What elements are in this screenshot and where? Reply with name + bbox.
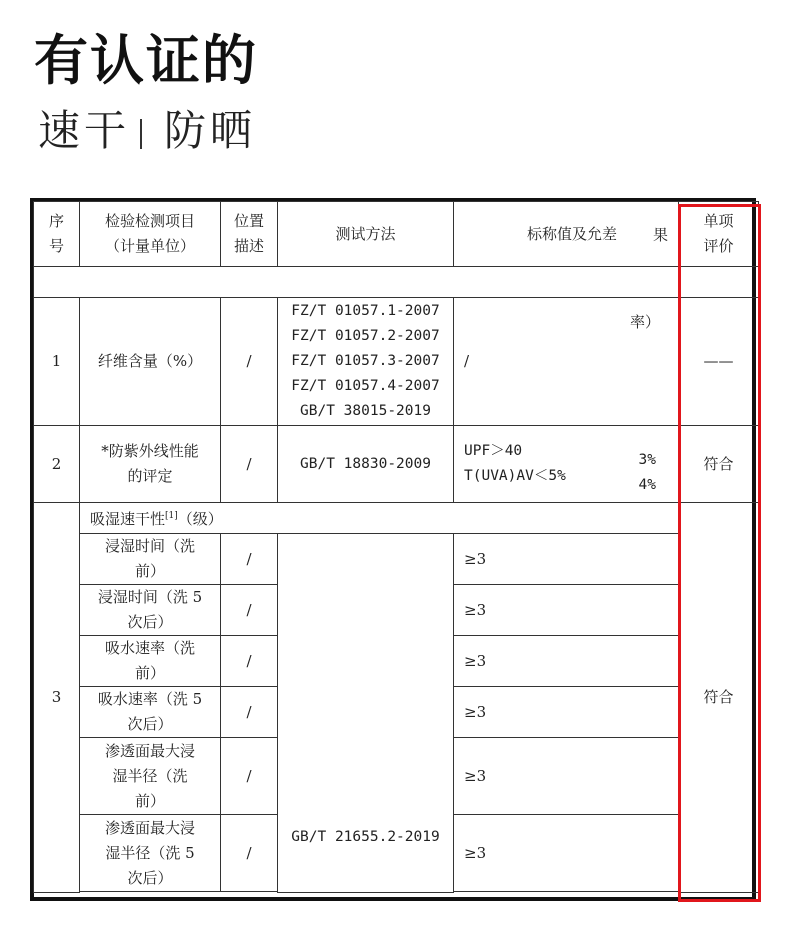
row1-nominal: / 率） bbox=[454, 298, 679, 426]
row1-cut-text: 率） bbox=[629, 313, 660, 331]
sub5-nominal: ≥3 bbox=[454, 738, 679, 815]
sub5-position: / bbox=[221, 738, 278, 815]
sub2-item: 浸湿时间（洗 5 次后） bbox=[80, 585, 221, 636]
sub3-position: / bbox=[221, 636, 278, 687]
row2-seq: 2 bbox=[34, 426, 80, 503]
subtitle-right: 防晒 bbox=[164, 106, 257, 155]
header-method: 测试方法 bbox=[278, 202, 454, 267]
row1-item: 纤维含量（%） bbox=[80, 298, 221, 426]
sub3-nominal: ≥3 bbox=[454, 636, 679, 687]
row2-position: / bbox=[221, 426, 278, 503]
blank-cell bbox=[34, 267, 759, 298]
table-row bbox=[34, 298, 759, 426]
subtitle-divider bbox=[140, 119, 142, 149]
group3-method: GB/T 21655.2-2019 bbox=[278, 534, 454, 893]
sub2-nominal: ≥3 bbox=[454, 585, 679, 636]
eval-column-highlight bbox=[678, 204, 761, 902]
row2-eval: 符合 bbox=[679, 426, 759, 503]
page-subtitle bbox=[38, 106, 256, 156]
row2-nominal: UPF＞40 T(UVA)AV＜5% 3% 4% bbox=[454, 426, 679, 503]
group3-title: 吸湿速干性[1]（级） bbox=[80, 503, 679, 534]
sub1-nominal: ≥3 bbox=[454, 534, 679, 585]
row1-position: / bbox=[221, 298, 278, 426]
table-row bbox=[34, 426, 759, 503]
row2-item: *防紫外线性能 的评定 bbox=[80, 426, 221, 503]
sub3-item: 吸水速率（洗 前） bbox=[80, 636, 221, 687]
sub6-position: / bbox=[221, 815, 278, 892]
sub4-item: 吸水速率（洗 5 次后） bbox=[80, 687, 221, 738]
header-seq: 序 号 bbox=[34, 202, 80, 267]
header-nominal: 标称值及允差 果 bbox=[454, 202, 679, 267]
group3-title-row bbox=[34, 503, 759, 534]
page-title: 有认证的 bbox=[34, 29, 258, 92]
row1-methods: FZ/T 01057.1-2007 FZ/T 01057.2-2007 FZ/T 01057.3-2007 FZ/T 01057.4-2007 GB/T 38015-2019 bbox=[278, 298, 454, 426]
table-header-row bbox=[34, 202, 759, 267]
header-eval: 单项 评价 bbox=[679, 202, 759, 267]
test-report-table bbox=[33, 201, 759, 893]
sub1-position: / bbox=[221, 534, 278, 585]
sub1-item: 浸湿时间（洗 前） bbox=[80, 534, 221, 585]
row3-seq: 3 bbox=[34, 503, 80, 893]
sub6-nominal: ≥3 bbox=[454, 815, 679, 892]
header-position: 位置 描述 bbox=[221, 202, 278, 267]
row1-eval: —— bbox=[679, 298, 759, 426]
subtitle-left: 速干 bbox=[38, 106, 131, 155]
sub5-item: 渗透面最大浸 湿半径（洗 前） bbox=[80, 738, 221, 815]
row2-method: GB/T 18830-2009 bbox=[278, 426, 454, 503]
sub6-item: 渗透面最大浸 湿半径（洗 5 次后） bbox=[80, 815, 221, 892]
header-item: 检验检测项目 （计量单位） bbox=[80, 202, 221, 267]
row1-seq: 1 bbox=[34, 298, 80, 426]
row2-cut-text: 3% 4% bbox=[638, 452, 656, 493]
row3-eval: 符合 bbox=[679, 503, 759, 893]
sub4-position: / bbox=[221, 687, 278, 738]
sub4-nominal: ≥3 bbox=[454, 687, 679, 738]
sub2-position: / bbox=[221, 585, 278, 636]
table-row bbox=[34, 534, 759, 585]
blank-row bbox=[34, 267, 759, 298]
header-nominal-cut: 果 bbox=[652, 226, 668, 244]
